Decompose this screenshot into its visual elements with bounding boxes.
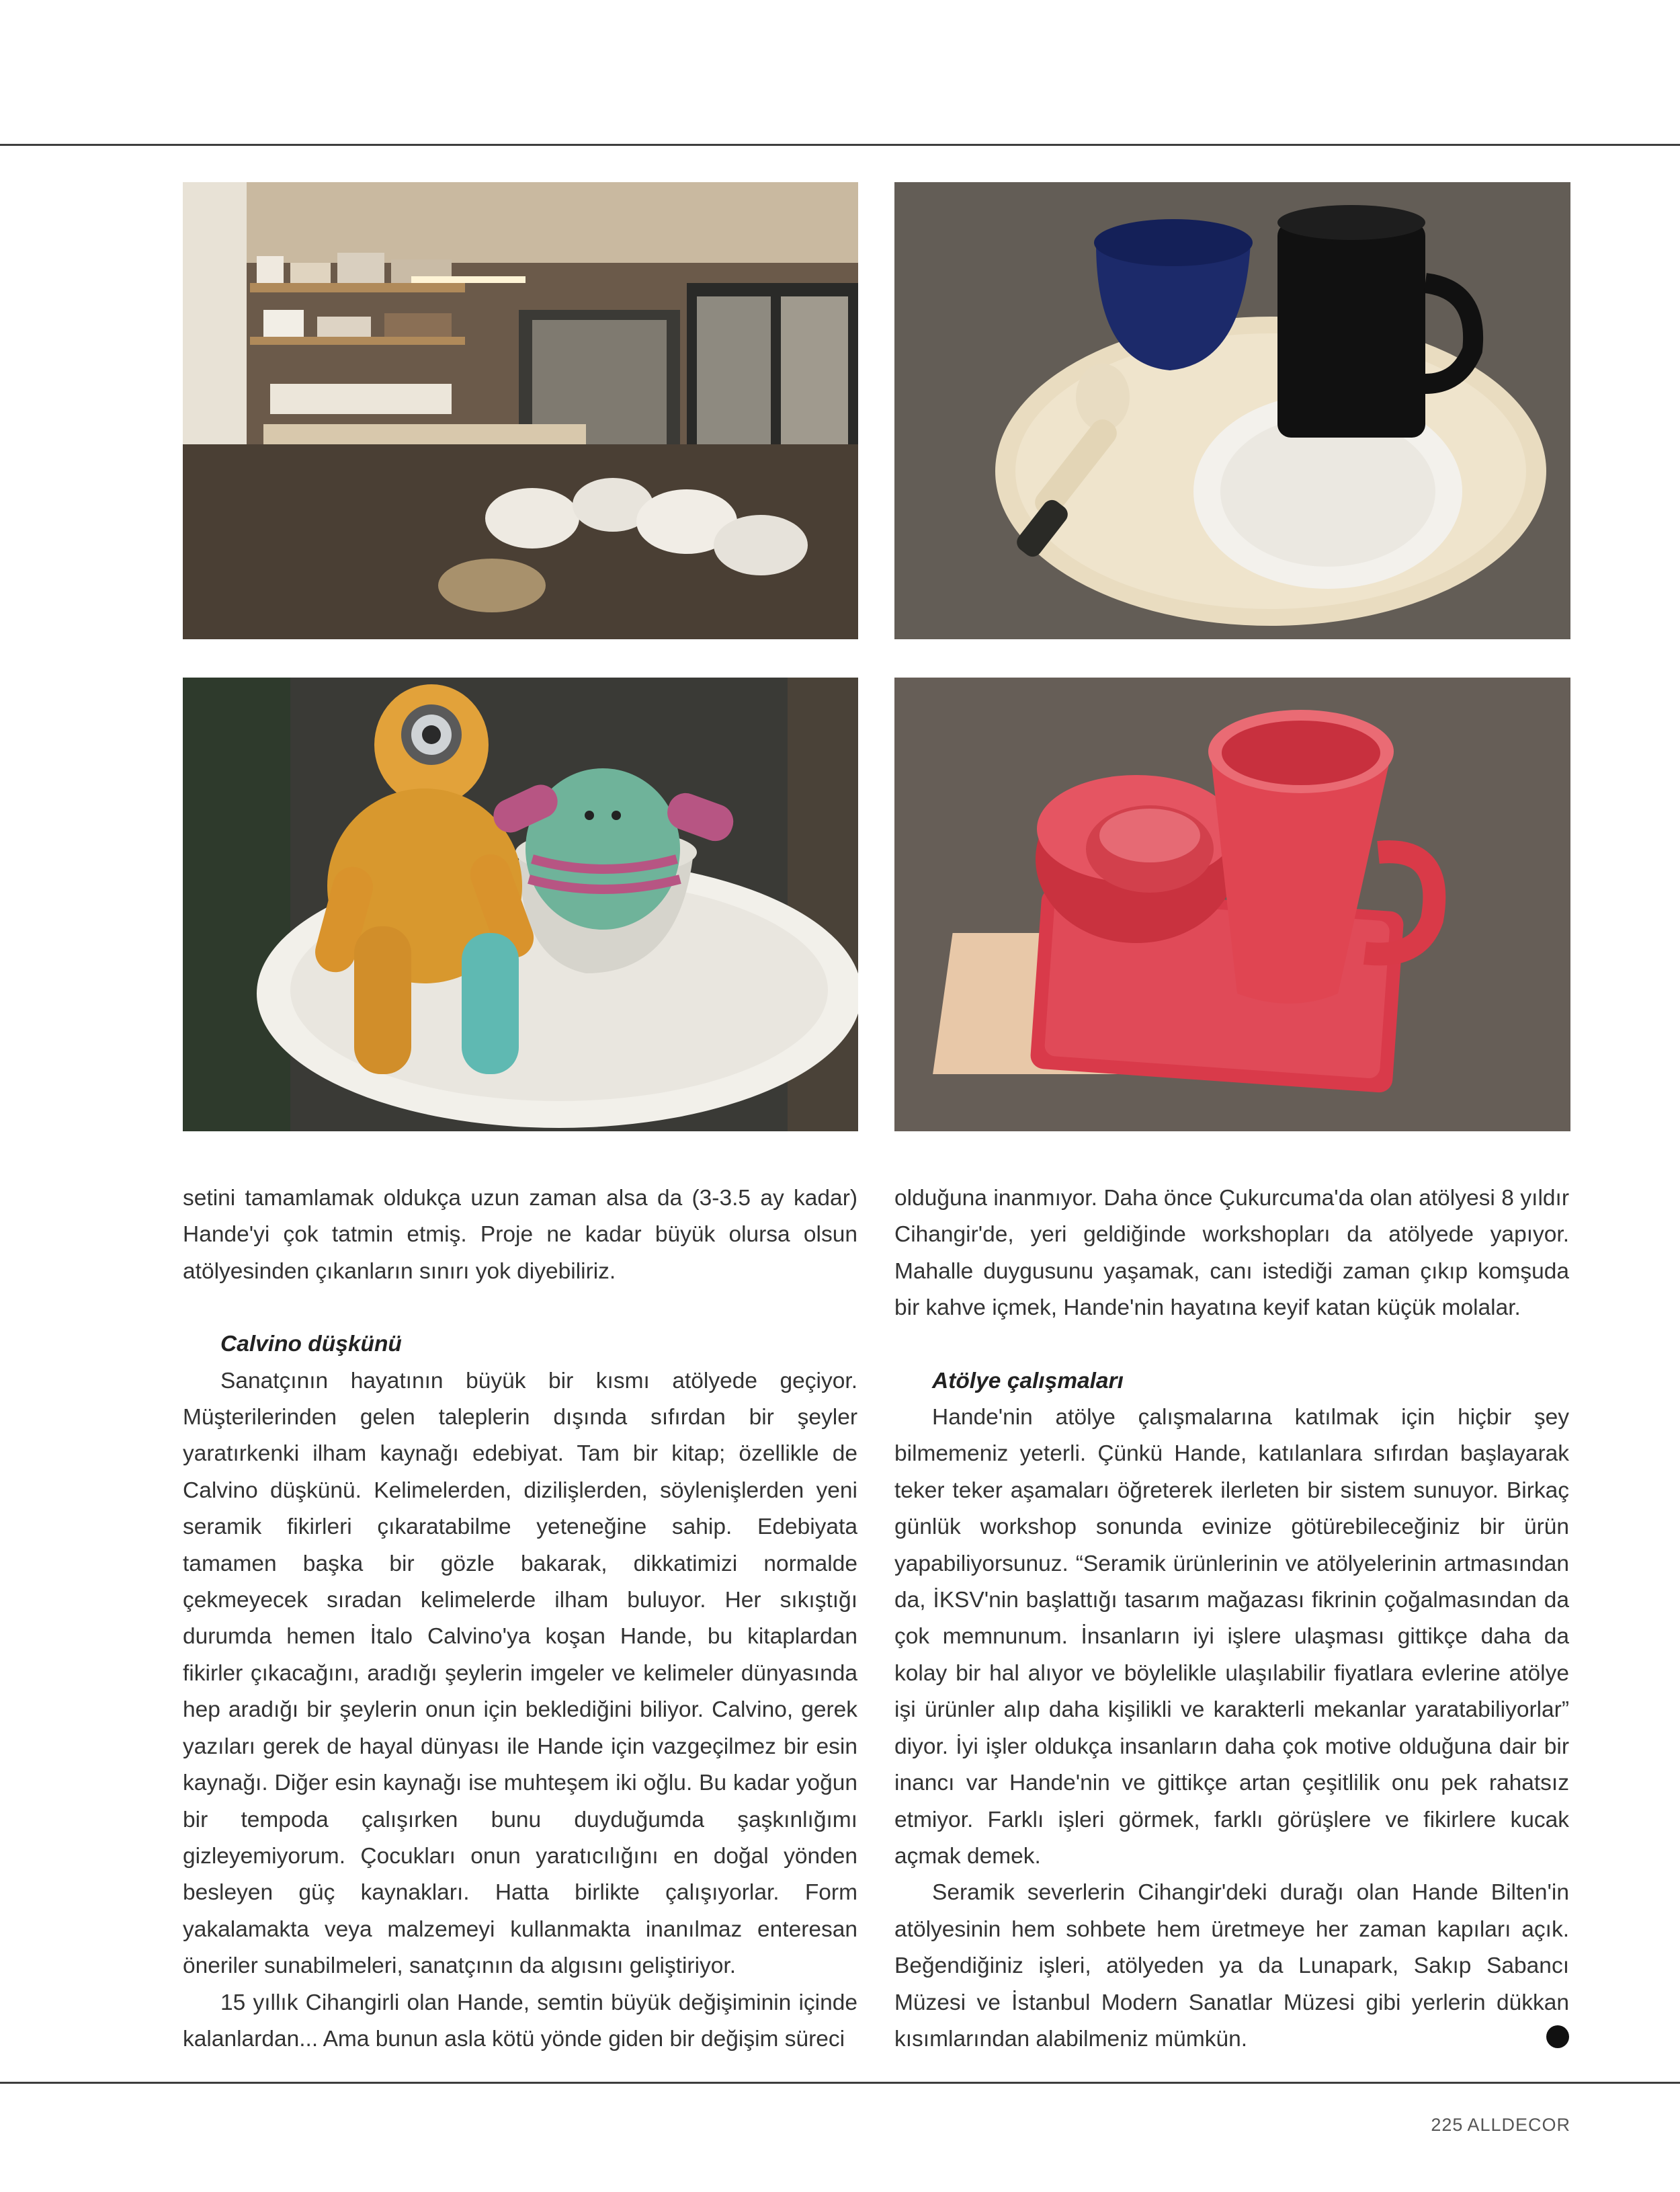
page-number: 225 <box>1431 2115 1464 2135</box>
subheading-atolye: Atölye çalışmaları <box>932 1368 1124 1393</box>
photo-crochet-toys-plate <box>183 678 858 1131</box>
left-paragraph-1: setini tamamlamak oldukça uzun zaman alsa da (3-3.5 ay kadar) Hande'yi çok tatmin etmiş. Proje ne kadar büyük olursa olsun atölyesinden çıkanların sınırı yok diyebiliriz. <box>183 1186 857 1284</box>
left-paragraph-2: Sanatçının hayatının büyük bir kısmı atölyede geçiyor. Müşterilerinden gelen taleplerin dışında sıfırdan bir şeyler yaratırkenki ilham kaynağı edebiyat. Tam bir kitap; özellikle de Calvino düşkünü. Kelimelerden, dizilişlerden, söylenişlerden yeni seramik fikirleri çıkaratabilme yeteneğine sahip. Edebiyata tamamen başka bir gözle bakarak, dikkatimizi normalde çekmeyecek sıradan kelimelerde ilham buluyor. Her sıkıştığı durumda hemen İtalo Calvino'ya koşan Hande, bu kitaplardan fikirler çıkacağını, aradığı şeylerin imgeler ve kelimeler dünyasında hep aradığı bir şeylerin onun için beklediğini biliyor. Calvino, gerek yazıları gerek de hayal dünyası ile Hande için vazgeçilmez bir esin kaynağı. Diğer esin kaynağı ise muhteşem iki oğlu. Bu kadar yoğun bir tempoda çalışırken bunu duyduğumda şaşkınlığımı gizleyemiyorum. Çocukları onun yaratıcılığını en doğal yönden besleyen güç kaynakları. Hatta birlikte çalışıyorlar. Form yakalamakta veya malzemeyi kullanmakta inanılmaz enteresan öneriler sunabilmeleri, sanatçının da algısını geliştiriyor. <box>183 1368 857 1979</box>
magazine-name: ALLDECOR <box>1467 2115 1570 2135</box>
right-paragraph-3-text: Seramik severlerin Cihangir'deki durağı olan Hande Bilten'in atölyesinin hem sohbete hem üretmeye her zaman kapıları açık. Beğendiğiniz işleri, atölyeden ya da Lunapark, Sakıp Sabancı Müzesi ve İstanbul Modern Sanatlar Müzesi gibi yerlerin dükkan kısımlarından alabilmeniz mümkün. <box>894 1880 1569 2052</box>
right-paragraph-3 <box>894 1875 1600 2058</box>
top-rule <box>0 144 1680 146</box>
bottom-rule <box>0 2082 1680 2084</box>
photo-studio-interior <box>183 182 858 639</box>
subheading-calvino: Calvino düşkünü <box>220 1332 402 1357</box>
end-mark-logo: AD <box>1546 2025 1569 2048</box>
photo-red-ceramics <box>894 678 1570 1131</box>
page-folio <box>1427 2115 1570 2136</box>
text-column-right <box>894 1180 1600 2058</box>
text-column-left <box>183 1180 857 2058</box>
right-paragraph-1: olduğuna inanmıyor. Daha önce Çukurcuma'da olan atölyesi 8 yıldır Cihangir'de, yeri geldiğinde workshopları da atölyede yapıyor. Mahalle duygusunu yaşamak, canı istediği zaman çıkıp komşuda bir kahve içmek, Hande'nin hayatına keyif katan küçük molalar. <box>894 1186 1569 1321</box>
left-paragraph-3: 15 yıllık Cihangirli olan Hande, semtin büyük değişiminin içinde kalanlardan... Ama bunun asla kötü yönde giden bir değişim süreci <box>183 1990 857 2052</box>
photo-blue-black-tableware <box>894 182 1570 639</box>
right-paragraph-2: Hande'nin atölye çalışmalarına katılmak için hiçbir şey bilmemeniz yeterli. Çünkü Hande, katılanlara sıfırdan başlayarak teker teker aşamaları öğreterek ilerleten bir sistem sunuyor. Birkaç günlük workshop sonunda evinize götürebileceğiniz bir ürün yapabiliyorsunuz. “Seramik ürünlerinin ve atölyelerinin artmasından da, İKSV'nin başlattığı tasarım mağazası fikrinin çoğalmasından da çok memnunum. İnsanların iyi işlere ulaşması gittikçe daha da kolay bir hal alıyor ve böylelikle ulaşılabilir fiyatlara evlerine atölye işi ürünler alıp daha kişilikli ve karakterli mekanlar yaratabiliyorlar” diyor. İyi işler oldukça insanların daha çok motive olduğuna dair bir inancı var Hande'nin ve gittikçe artan çeşitlilik onu pek rahatsız etmiyor. Farklı işleri görmek, farklı görüşlere ve fikirlere kucak açmak demek. <box>894 1405 1569 1869</box>
